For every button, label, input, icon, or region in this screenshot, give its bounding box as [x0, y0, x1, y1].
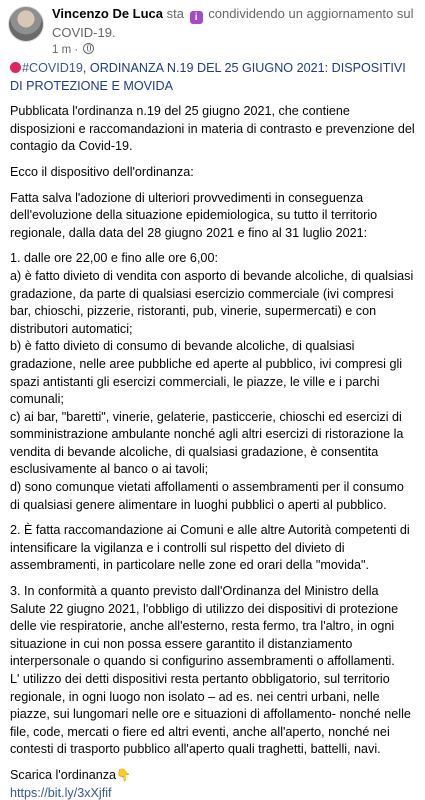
- lead-paragraph: Ecco il dispositivo dell'ordinanza:: [10, 164, 194, 179]
- point-1: [10, 250, 417, 514]
- point-2: 2. È fatta raccomandazione ai Comuni e alle altre Autorità competenti di intensificare la vigilanza e i controlli sul rispetto del divieto di assembramenti, in particolare nelle zone ed orari della "movida".: [10, 523, 410, 573]
- point-3-detail: L' utilizzo dei detti dispositivi resta pertanto obbligatorio, sul territorio regionale, in ogni luogo non isolato – ad es. nei centri urbani, nelle piazze, sui lungomari nelle ore e situazioni di affollamento- nonché nelle file, code, mercati o fiere ed altri eventi, anche all'aperto, nonché nei contesti di trasporto pubblico all'aperto quali traghetti, battelli, navi.: [10, 672, 411, 757]
- download-label: Scarica l'ordinanza: [10, 767, 117, 782]
- status-text: condividendo un aggiornamento sul COVID-19.: [52, 6, 414, 40]
- point-1d: d) sono comunque vietati affollamenti o assembramenti per il consumo di qualsiasi genere alimentare in luoghi pubblici o aperti al pubblico.: [10, 480, 404, 512]
- point-3: [10, 583, 417, 759]
- download-link[interactable]: https://bit.ly/3xXjfif: [10, 785, 112, 800]
- status-verb: sta: [166, 6, 184, 21]
- post-meta: [52, 43, 94, 57]
- point-1b: b) è fatto divieto di consumo di bevande alcoliche, di qualsiasi gradazione, nelle aree pubbliche ed aperte al pubblico, ivi compresi gli spazi antistanti gli esercizi commerciali, le piazze, le ville e i parchi comunali;: [10, 339, 403, 407]
- hashtag-link[interactable]: #COVID19: [22, 61, 83, 75]
- avatar[interactable]: [8, 6, 44, 42]
- title-text: , ORDINANZA N.19 DEL 25 GIUGNO 2021: DISPOSITIVI DI PROTEZIONE E MOVIDA: [10, 61, 406, 93]
- post-title: [10, 60, 417, 95]
- post-header-text: [52, 5, 417, 41]
- post-header: [6, 5, 417, 57]
- timestamp[interactable]: 1 m: [52, 44, 72, 56]
- meta-separator: ·: [74, 44, 79, 56]
- feeling-icon: i: [190, 11, 203, 24]
- preamble-paragraph: Fatta salva l'adozione di ulteriori provvedimenti in conseguenza dell'evoluzione della situazione epidemiologica, su tutto il territorio regionale, dalla data del 28 giugno 2021 e fino al 31 luglio 2021:: [10, 190, 378, 240]
- globe-icon[interactable]: [83, 43, 94, 54]
- author-name[interactable]: Vincenzo De Luca: [52, 6, 164, 21]
- point-1c: c) ai bar, "baretti", vinerie, gelaterie, pasticcerie, chioschi ed esercizi di somministrazione ambulante nonché agli altri esercizi di ristorazione la vendita di bevande alcoliche, di qualsiasi gradazione, è consentita esclusivamente al banco o ai tavoli;: [10, 409, 404, 477]
- red-circle-icon: [10, 62, 21, 73]
- post-body: [10, 60, 417, 800]
- intro-paragraph: Pubblicata l'ordinanza n.19 del 25 giugno 2021, che contiene disposizioni e raccomandazioni in materia di contrasto e prevenzione del contagio da Covid-19.: [10, 104, 415, 154]
- point-3-main: 3. In conformità a quanto previsto dall'Ordinanza del Ministro della Salute 22 giugno 2021, l'obbligo di utilizzo dei dispositivi di protezione delle vie respiratorie, anche all'esterno, resta fermo, tra l'altro, in ogni situazione in cui non possa essere garantito il distanziamento interpersonale o quando si configurino assembramenti o affollamenti.: [10, 584, 399, 669]
- point-1a: a) è fatto divieto di vendita con asporto di bevande alcoliche, di qualsiasi gradazione, da parte di qualsiasi esercizio commerciale (ivi compresi bar, chioschi, pizzerie, ristoranti, pub, vinerie, supermercati) e con distributori automatici;: [10, 268, 414, 336]
- point-1-heading: 1. dalle ore 22,00 e fino alle ore 6,00:: [10, 251, 218, 266]
- pointing-down-icon: 👇: [116, 767, 131, 782]
- download-block: [10, 767, 417, 800]
